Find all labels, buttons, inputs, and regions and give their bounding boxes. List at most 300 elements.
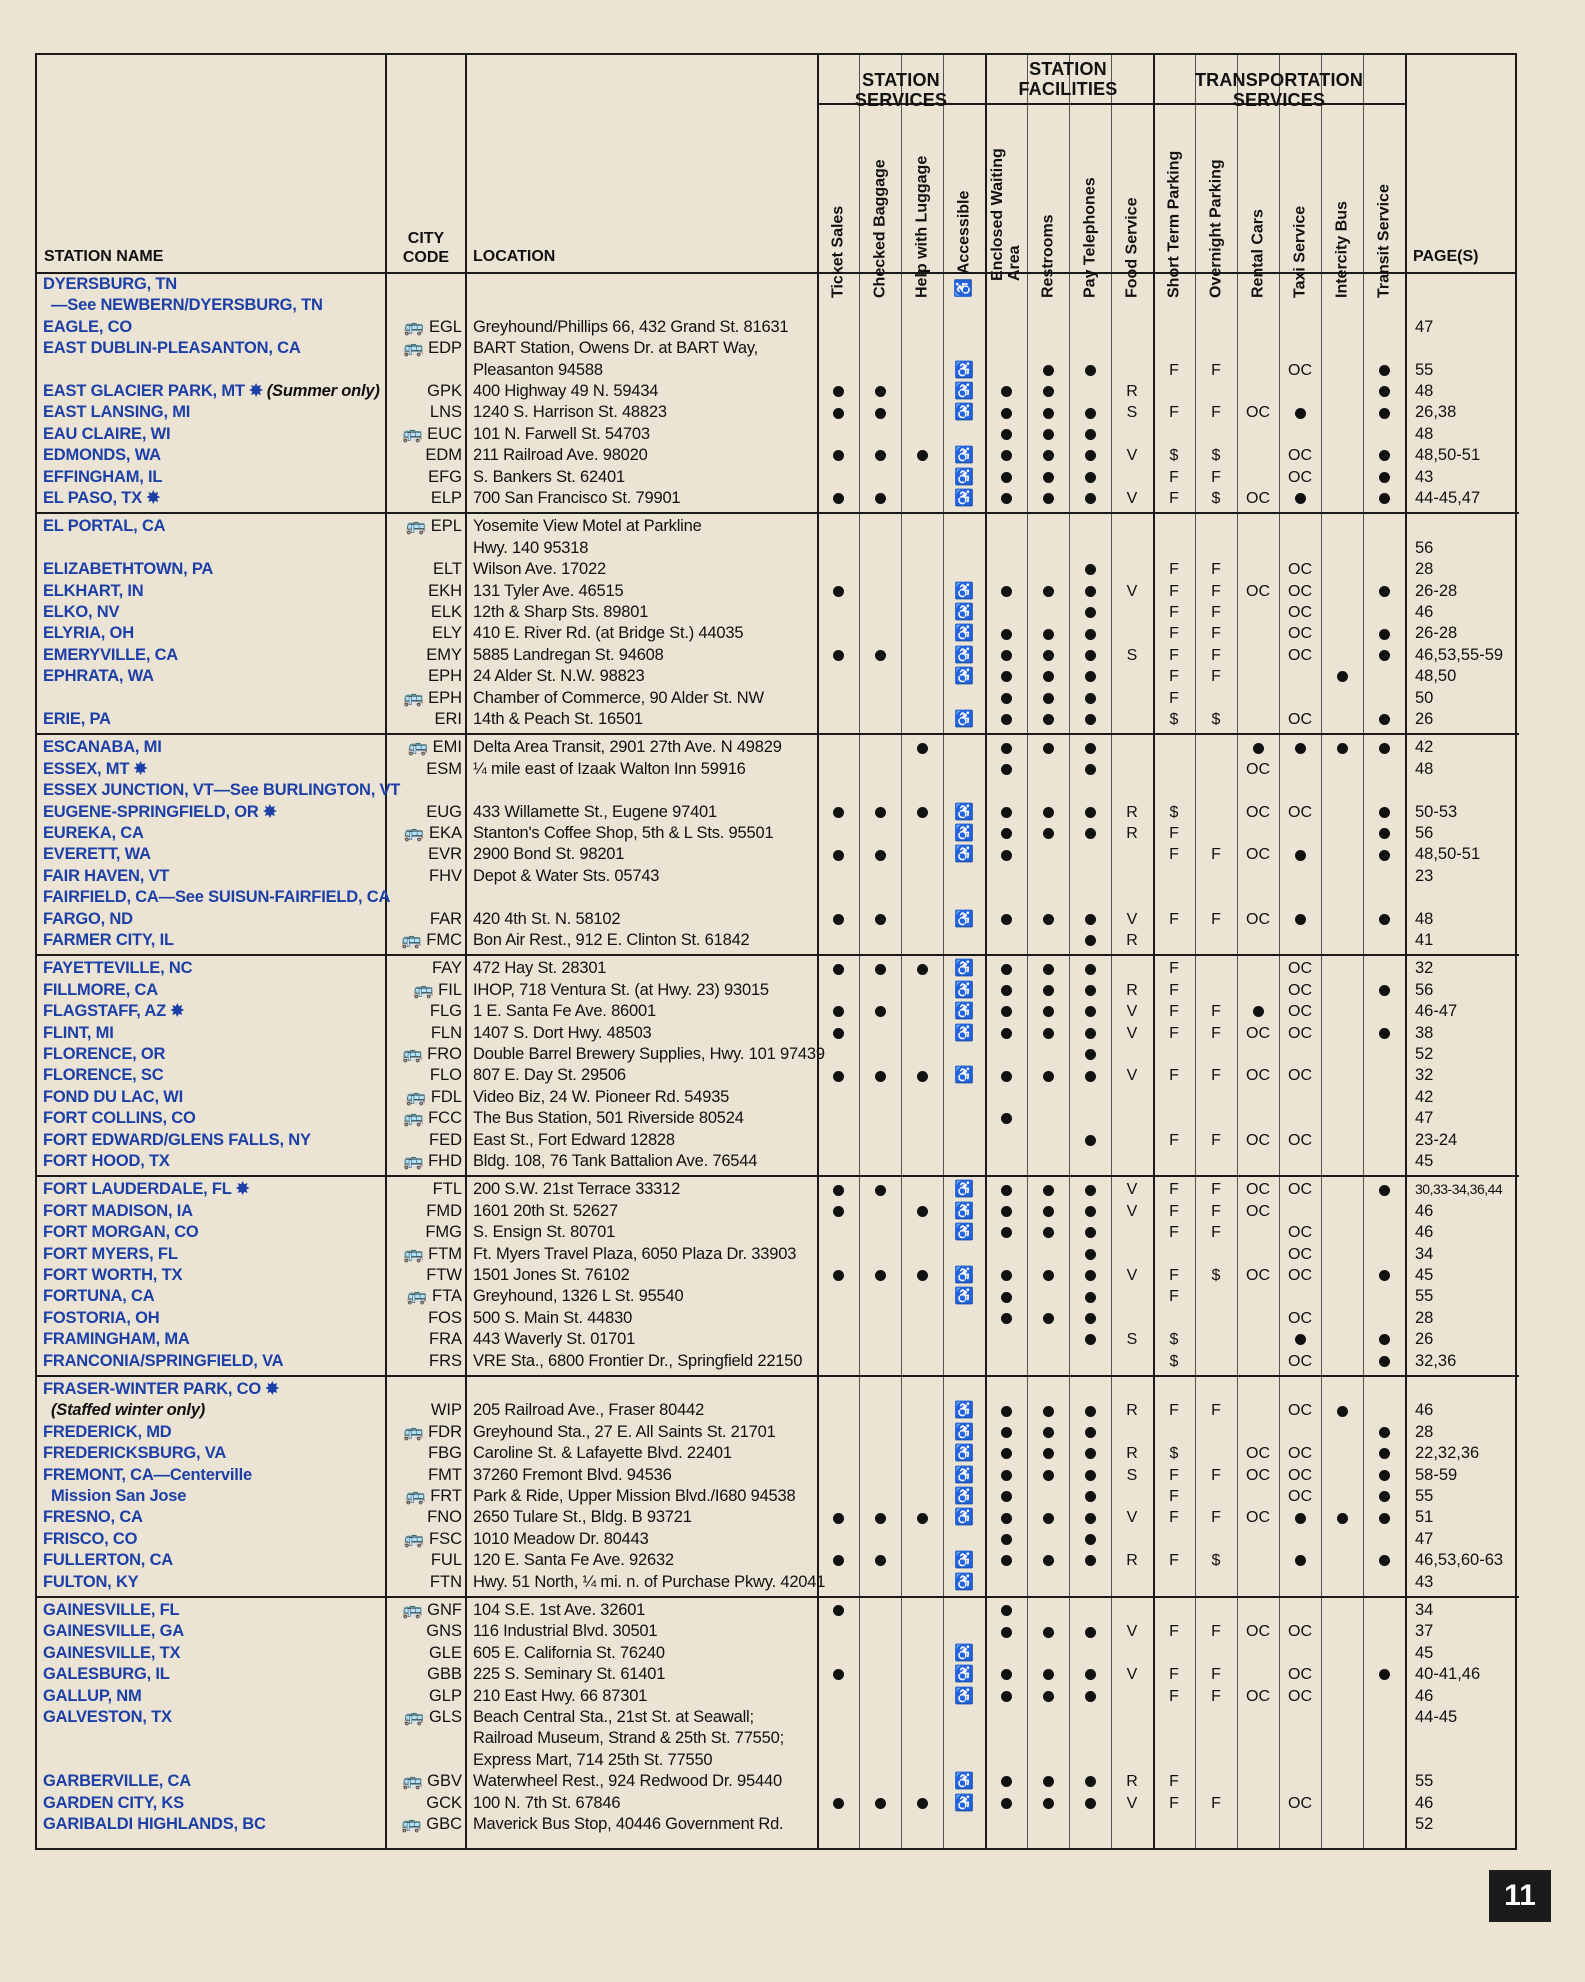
- table-row: [37, 1001, 1519, 1022]
- service-cell: [901, 1507, 943, 1528]
- available-dot-icon: [1085, 1798, 1096, 1809]
- service-cell: [985, 666, 1027, 687]
- station-name: FULLERTON, CA: [43, 1551, 174, 1570]
- pages: 46: [1415, 1686, 1434, 1705]
- service-cell: ♿: [954, 1666, 974, 1684]
- available-dot-icon: [1043, 828, 1054, 839]
- service-cell: [1027, 488, 1069, 509]
- service-cell: [1027, 737, 1069, 758]
- city-code: GNS: [426, 1622, 462, 1641]
- available-dot-icon: [1001, 1185, 1012, 1196]
- available-dot-icon: [1085, 650, 1096, 661]
- service-cell: [859, 844, 901, 865]
- service-cell: [1363, 1443, 1405, 1464]
- service-cell: [817, 1201, 859, 1222]
- table-row: [37, 709, 1519, 730]
- city-code: 🚌 FTM: [402, 1244, 462, 1263]
- column-header-label: Checked Baggage: [871, 159, 889, 298]
- pages: 26: [1415, 710, 1434, 728]
- available-dot-icon: [1043, 493, 1054, 504]
- available-dot-icon: [1085, 671, 1096, 682]
- table-row: [37, 317, 1519, 338]
- location: 2900 Bond St. 98201: [473, 845, 625, 864]
- service-cell: V: [1126, 447, 1138, 465]
- available-dot-icon: [1043, 1071, 1054, 1082]
- available-dot-icon: [1001, 764, 1012, 775]
- available-dot-icon: [1295, 493, 1306, 504]
- service-cell: [1069, 1023, 1111, 1044]
- available-dot-icon: [1043, 1028, 1054, 1039]
- service-cell: [1027, 1664, 1069, 1685]
- station-name: ESCANABA, MI: [43, 738, 162, 757]
- service-cell: F: [1211, 1224, 1221, 1242]
- available-dot-icon: [1001, 1798, 1012, 1809]
- available-dot-icon: [833, 650, 844, 661]
- available-dot-icon: [1001, 1627, 1012, 1638]
- service-cell: OC: [1246, 1181, 1270, 1199]
- service-cell: F: [1211, 1402, 1221, 1420]
- station-name: EDMONDS, WA: [43, 446, 161, 465]
- group-station-services: STATION SERVICES: [854, 70, 948, 110]
- available-dot-icon: [1085, 586, 1096, 597]
- available-dot-icon: [917, 1071, 928, 1082]
- available-dot-icon: [1379, 365, 1390, 376]
- table-row: [37, 559, 1519, 580]
- table-row: [37, 866, 1519, 887]
- service-cell: [1069, 1550, 1111, 1571]
- service-cell: [1027, 1507, 1069, 1528]
- service-cell: [1069, 1686, 1111, 1707]
- available-dot-icon: [1085, 1334, 1096, 1345]
- service-cell: [1069, 1771, 1111, 1792]
- service-cell: S: [1126, 1466, 1138, 1484]
- service-cell: [1027, 666, 1069, 687]
- location: Depot & Water Sts. 05743: [473, 866, 660, 885]
- city-code: 🚌 FDR: [402, 1422, 462, 1441]
- service-cell: [1069, 688, 1111, 709]
- service-cell: F: [1169, 582, 1179, 600]
- service-cell: [1069, 1443, 1111, 1464]
- available-dot-icon: [917, 450, 928, 461]
- service-cell: [1027, 1793, 1069, 1814]
- table-row: [37, 467, 1519, 488]
- available-dot-icon: [833, 1669, 844, 1680]
- pages: 56: [1415, 980, 1434, 999]
- service-cell: F: [1169, 910, 1179, 928]
- city-code: FNO: [427, 1508, 462, 1527]
- city-code: 🚌 FMC: [401, 931, 462, 949]
- station-name: FORT COLLINS, CO: [43, 1109, 196, 1128]
- available-dot-icon: [1043, 743, 1054, 754]
- location: 1010 Meadow Dr. 80443: [473, 1529, 649, 1548]
- city-code: 🚌 EPL: [405, 517, 462, 536]
- service-cell: F: [1211, 1067, 1221, 1085]
- service-cell: V: [1126, 1509, 1138, 1527]
- station-name: GALVESTON, TX: [43, 1708, 172, 1726]
- available-dot-icon: [1043, 1669, 1054, 1680]
- available-dot-icon: [875, 1270, 886, 1281]
- city-code: FTL: [432, 1180, 462, 1199]
- available-dot-icon: [1379, 850, 1390, 861]
- city-code: 🚌 FDL: [405, 1087, 462, 1106]
- service-cell: [1363, 645, 1405, 666]
- station-name: FORT MYERS, FL: [43, 1244, 178, 1263]
- service-cell: [817, 1550, 859, 1571]
- city-code: 🚌 FHD: [402, 1152, 462, 1170]
- location: 120 E. Santa Fe Ave. 92632: [473, 1551, 674, 1570]
- available-dot-icon: [875, 450, 886, 461]
- available-dot-icon: [1379, 1427, 1390, 1438]
- service-cell: [817, 445, 859, 466]
- service-cell: ♿: [954, 1402, 974, 1420]
- service-cell: OC: [1246, 1131, 1270, 1149]
- location: 211 Railroad Ave. 98020: [473, 446, 648, 465]
- service-cell: OC: [1288, 1352, 1312, 1370]
- service-cell: [817, 1065, 859, 1086]
- service-cell: F: [1211, 1202, 1221, 1220]
- available-dot-icon: [1085, 365, 1096, 376]
- available-dot-icon: [875, 1006, 886, 1017]
- available-dot-icon: [1085, 429, 1096, 440]
- service-cell: $: [1169, 1331, 1179, 1349]
- service-cell: F: [1169, 668, 1179, 686]
- service-cell: [985, 1443, 1027, 1464]
- available-dot-icon: [1001, 743, 1012, 754]
- pages: 48,50-51: [1415, 845, 1481, 864]
- service-cell: OC: [1288, 561, 1312, 579]
- column-header-label: Ticket Sales: [829, 205, 847, 298]
- available-dot-icon: [1085, 1049, 1096, 1060]
- service-cell: [985, 467, 1027, 488]
- city-code: FRA: [429, 1330, 462, 1349]
- service-cell: [1363, 1465, 1405, 1486]
- station-name: FORT HOOD, TX: [43, 1152, 170, 1170]
- station-name: FREMONT, CA—Centerville: [43, 1465, 253, 1484]
- available-dot-icon: [1085, 1292, 1096, 1303]
- service-cell: [1363, 381, 1405, 402]
- service-cell: OC: [1246, 582, 1270, 600]
- service-cell: [1069, 759, 1111, 780]
- service-cell: ♿: [954, 582, 974, 600]
- table-row: [37, 1286, 1519, 1307]
- location: East St., Fort Edward 12828: [473, 1130, 675, 1149]
- city-code: ERI: [434, 710, 462, 728]
- available-dot-icon: [875, 914, 886, 925]
- table-row: [37, 958, 1519, 979]
- available-dot-icon: [1043, 693, 1054, 704]
- service-cell: F: [1211, 1131, 1221, 1149]
- available-dot-icon: [1085, 472, 1096, 483]
- pages: 46: [1415, 1223, 1434, 1242]
- station-name: GALLUP, NM: [43, 1686, 142, 1705]
- available-dot-icon: [1043, 408, 1054, 419]
- available-dot-icon: [1379, 1356, 1390, 1367]
- available-dot-icon: [833, 1605, 844, 1616]
- service-cell: ♿: [954, 1644, 974, 1662]
- service-cell: [1363, 360, 1405, 381]
- available-dot-icon: [1085, 985, 1096, 996]
- available-dot-icon: [1379, 1669, 1390, 1680]
- service-cell: [1027, 1201, 1069, 1222]
- available-dot-icon: [875, 1185, 886, 1196]
- service-cell: V: [1126, 1623, 1138, 1641]
- station-name: ERIE, PA: [43, 710, 111, 728]
- available-dot-icon: [1043, 1227, 1054, 1238]
- available-dot-icon: [1295, 1334, 1306, 1345]
- station-name: EL PASO, TX ✸: [43, 489, 160, 507]
- service-cell: F: [1211, 1666, 1221, 1684]
- service-cell: [1027, 802, 1069, 823]
- service-cell: OC: [1246, 404, 1270, 422]
- station-name: ELKO, NV: [43, 603, 120, 621]
- service-cell: [1027, 1771, 1069, 1792]
- service-cell: OC: [1288, 1003, 1312, 1021]
- table-row: [37, 1814, 1519, 1835]
- service-cell: ♿: [954, 604, 974, 621]
- service-cell: V: [1126, 1202, 1138, 1220]
- service-cell: OC: [1288, 1181, 1312, 1199]
- station-name: FRESNO, CA: [43, 1508, 143, 1527]
- table-row: [37, 274, 1519, 295]
- location: Hwy. 140 95318: [473, 538, 589, 557]
- service-cell: [985, 1507, 1027, 1528]
- city-code: EFG: [428, 467, 462, 486]
- table-row: [37, 823, 1519, 844]
- available-dot-icon: [1043, 629, 1054, 640]
- service-cell: S: [1126, 1331, 1138, 1349]
- location: Stanton's Coffee Shop, 5th & L Sts. 95501: [473, 824, 774, 842]
- city-code: 🚌 FIL: [413, 980, 462, 999]
- pages: 48,50-51: [1415, 446, 1481, 465]
- service-cell: [985, 1465, 1027, 1486]
- location: Park & Ride, Upper Mission Blvd./I680 94538: [473, 1487, 796, 1505]
- service-cell: [985, 1621, 1027, 1642]
- service-cell: [1069, 709, 1111, 730]
- service-cell: [817, 488, 859, 509]
- available-dot-icon: [1001, 985, 1012, 996]
- available-dot-icon: [1085, 1406, 1096, 1417]
- available-dot-icon: [1043, 1313, 1054, 1324]
- service-cell: [1279, 1329, 1321, 1350]
- station-name: EVERETT, WA: [43, 845, 151, 864]
- available-dot-icon: [833, 1555, 844, 1566]
- available-dot-icon: [833, 1206, 844, 1217]
- station-name: EAST LANSING, MI: [43, 403, 191, 422]
- service-cell: [985, 424, 1027, 445]
- location: Delta Area Transit, 2901 27th Ave. N 49829: [473, 738, 782, 757]
- service-cell: F: [1211, 1024, 1221, 1042]
- service-cell: [817, 381, 859, 402]
- station-name: FORT LAUDERDALE, FL ✸: [43, 1180, 250, 1199]
- service-cell: OC: [1246, 1445, 1270, 1463]
- location: 1601 20th St. 52627: [473, 1201, 618, 1220]
- service-cell: [817, 645, 859, 666]
- service-cell: F: [1169, 1552, 1179, 1570]
- service-cell: [1027, 581, 1069, 602]
- service-cell: F: [1169, 404, 1179, 422]
- location: 2650 Tulare St., Bldg. B 93721: [473, 1508, 692, 1527]
- available-dot-icon: [1379, 1334, 1390, 1345]
- service-cell: [817, 1265, 859, 1286]
- service-cell: F: [1211, 668, 1221, 686]
- column-header-label: Taxi Service: [1291, 205, 1309, 298]
- service-cell: [1027, 1308, 1069, 1329]
- city-code: 🚌 EMI: [407, 738, 462, 757]
- location: Waterwheel Rest., 924 Redwood Dr. 95440: [473, 1772, 782, 1791]
- available-dot-icon: [1085, 1227, 1096, 1238]
- station-name: FORT MADISON, IA: [43, 1201, 193, 1220]
- service-cell: F: [1211, 1794, 1221, 1812]
- table-row: [37, 1621, 1519, 1642]
- pages: 55: [1415, 1772, 1434, 1791]
- service-cell: [859, 1550, 901, 1571]
- available-dot-icon: [1043, 450, 1054, 461]
- service-cell: [1363, 737, 1405, 758]
- service-cell: [901, 1065, 943, 1086]
- available-dot-icon: [1379, 1555, 1390, 1566]
- location: 1407 S. Dort Hwy. 48503: [473, 1023, 652, 1042]
- service-cell: OC: [1288, 1687, 1312, 1705]
- service-cell: OC: [1288, 1623, 1312, 1641]
- table-row: [37, 1422, 1519, 1443]
- city-code: 🚌 EDP: [402, 339, 462, 358]
- available-dot-icon: [1001, 964, 1012, 975]
- city-code: FAR: [429, 909, 462, 928]
- city-code: GCK: [426, 1793, 462, 1812]
- available-dot-icon: [1337, 671, 1348, 682]
- pages: 28: [1415, 1308, 1434, 1327]
- service-cell: [1363, 1179, 1405, 1200]
- service-cell: OC: [1246, 490, 1270, 507]
- service-cell: [1069, 1179, 1111, 1200]
- table-row: [37, 1750, 1519, 1771]
- table-row: [37, 1065, 1519, 1086]
- service-cell: $: [1211, 1267, 1221, 1284]
- service-cell: $: [1211, 711, 1221, 728]
- pages: 26: [1415, 1330, 1434, 1349]
- table-row: [37, 1550, 1519, 1571]
- city-code: ESM: [426, 759, 462, 778]
- service-cell: [1069, 802, 1111, 823]
- available-dot-icon: [1043, 1691, 1054, 1702]
- table-row: [37, 538, 1519, 559]
- table-row: [37, 295, 1519, 316]
- station-name: ELYRIA, OH: [43, 624, 134, 643]
- table-row: [37, 844, 1519, 865]
- service-cell: [985, 1179, 1027, 1200]
- service-cell: [817, 402, 859, 423]
- available-dot-icon: [1295, 914, 1306, 925]
- city-code: ELY: [432, 624, 462, 643]
- service-cell: [1069, 1065, 1111, 1086]
- available-dot-icon: [1001, 408, 1012, 419]
- location: 210 East Hwy. 66 87301: [473, 1686, 648, 1705]
- service-cell: OC: [1288, 468, 1312, 486]
- location: Yosemite View Motel at Parkline: [473, 517, 702, 536]
- service-cell: [1069, 1329, 1111, 1350]
- service-cell: [1027, 823, 1069, 844]
- service-cell: F: [1169, 981, 1179, 999]
- available-dot-icon: [1379, 985, 1390, 996]
- pages: 46: [1415, 1401, 1434, 1420]
- city-code: EDM: [425, 446, 462, 465]
- service-cell: [985, 581, 1027, 602]
- table-row: [37, 1087, 1519, 1108]
- service-cell: [1279, 402, 1321, 423]
- pages: 48: [1415, 424, 1434, 443]
- available-dot-icon: [917, 1270, 928, 1281]
- available-dot-icon: [1085, 1313, 1096, 1324]
- pages: 51: [1415, 1508, 1434, 1527]
- service-cell: OC: [1288, 981, 1312, 999]
- service-cell: F: [1169, 1466, 1179, 1484]
- location: 14th & Peach St. 16501: [473, 710, 643, 728]
- column-header-label: ♿ Accessible: [955, 190, 973, 298]
- service-cell: F: [1169, 1666, 1179, 1684]
- service-cell: [1069, 958, 1111, 979]
- service-cell: [1363, 1550, 1405, 1571]
- table-row: [37, 402, 1519, 423]
- service-cell: [1027, 467, 1069, 488]
- city-code: 🚌 FCC: [402, 1109, 462, 1128]
- service-cell: [1069, 623, 1111, 644]
- service-cell: [985, 1793, 1027, 1814]
- available-dot-icon: [1379, 650, 1390, 661]
- available-dot-icon: [1085, 1555, 1096, 1566]
- service-cell: [985, 709, 1027, 730]
- service-cell: OC: [1288, 1067, 1312, 1085]
- available-dot-icon: [1001, 472, 1012, 483]
- available-dot-icon: [1001, 693, 1012, 704]
- service-cell: [1279, 909, 1321, 930]
- service-cell: [1363, 980, 1405, 1001]
- table-row: [37, 688, 1519, 709]
- pages: 46-47: [1415, 1002, 1458, 1021]
- available-dot-icon: [1043, 1798, 1054, 1809]
- service-cell: [985, 759, 1027, 780]
- service-cell: [1069, 823, 1111, 844]
- available-dot-icon: [1085, 1249, 1096, 1260]
- available-dot-icon: [1043, 1448, 1054, 1459]
- station-name: EAU CLAIRE, WI: [43, 424, 171, 443]
- service-cell: ♿: [954, 825, 974, 842]
- available-dot-icon: [1001, 1406, 1012, 1417]
- service-cell: F: [1169, 689, 1179, 707]
- service-cell: [985, 1529, 1027, 1550]
- available-dot-icon: [1085, 1691, 1096, 1702]
- pages: 48,50: [1415, 667, 1457, 686]
- service-cell: OC: [1288, 1402, 1312, 1420]
- station-name: FREDERICK, MD: [43, 1422, 172, 1441]
- pages: 34: [1415, 1244, 1434, 1263]
- service-cell: OC: [1288, 1309, 1312, 1327]
- service-cell: [1027, 1550, 1069, 1571]
- service-cell: OC: [1246, 1267, 1270, 1284]
- available-dot-icon: [1085, 607, 1096, 618]
- table-row: [37, 381, 1519, 402]
- service-cell: [985, 1065, 1027, 1086]
- location: Wilson Ave. 17022: [473, 560, 606, 579]
- available-dot-icon: [1043, 1513, 1054, 1524]
- location: IHOP, 718 Ventura St. (at Hwy. 23) 93015: [473, 980, 769, 999]
- available-dot-icon: [833, 408, 844, 419]
- available-dot-icon: [1001, 1513, 1012, 1524]
- service-cell: F: [1211, 361, 1221, 379]
- available-dot-icon: [1001, 1071, 1012, 1082]
- service-cell: R: [1126, 932, 1138, 949]
- location: 605 E. California St. 76240: [473, 1643, 665, 1662]
- available-dot-icon: [1085, 1534, 1096, 1545]
